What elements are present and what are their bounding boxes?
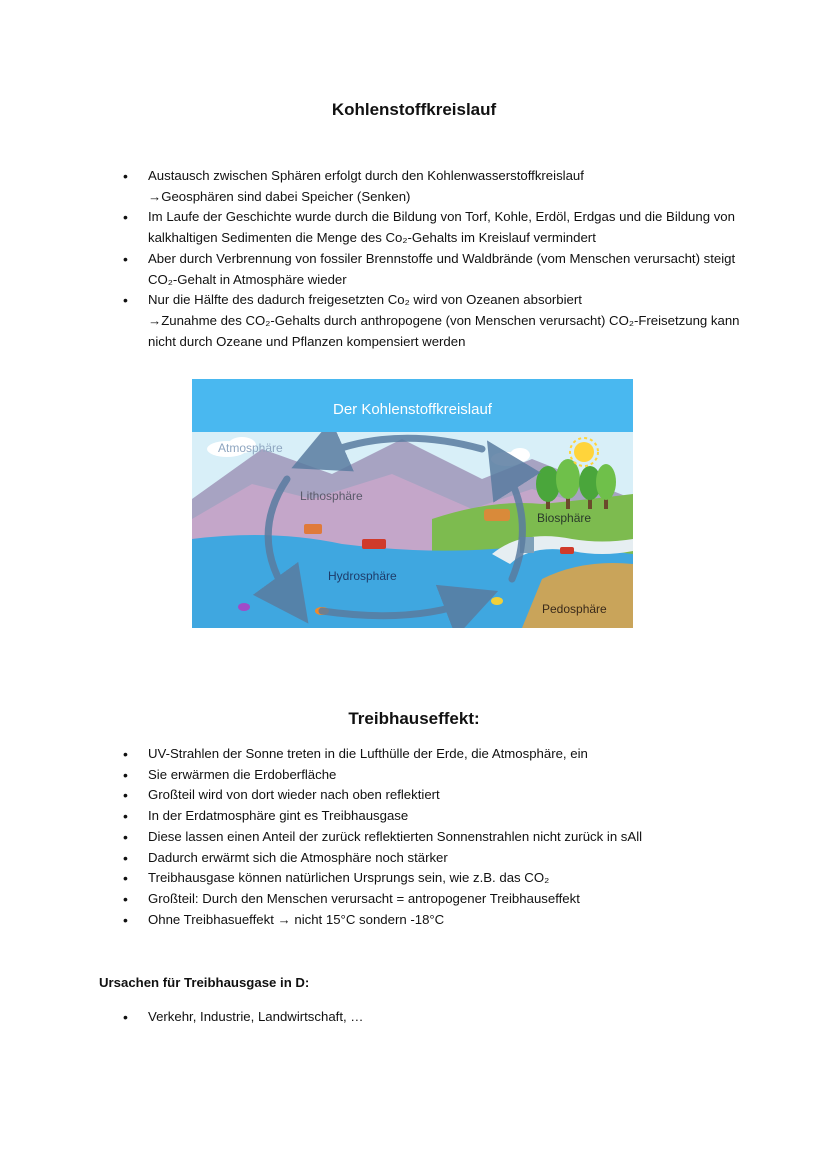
tractor-icon bbox=[362, 539, 386, 549]
list-item: • Verkehr, Industrie, Landwirtschaft, … bbox=[148, 1007, 768, 1028]
causes-heading: Ursachen für Treibhausgase in D: bbox=[99, 975, 310, 990]
label-biosphere: Biosphäre bbox=[537, 511, 592, 525]
fish-icon bbox=[491, 597, 503, 605]
list-item-subtext: →Zunahme des CO₂-Gehalts durch anthropogene (von Menschen verursacht) CO₂-Freisetzung kann nicht durch Ozeane und Pflanzen kompensiert werden bbox=[148, 312, 740, 349]
list-item: • Großteil wird von dort wieder nach oben reflektiert bbox=[148, 785, 768, 806]
fox-icon bbox=[304, 524, 322, 534]
greenhouse-list bbox=[148, 744, 768, 930]
list-item bbox=[148, 249, 768, 290]
carbon-cycle-figure bbox=[192, 379, 633, 628]
list-item bbox=[148, 166, 768, 207]
figure-title: Der Kohlenstoffkreislauf bbox=[333, 401, 492, 418]
list-item: • Sie erwärmen die Erdoberfläche bbox=[148, 765, 768, 786]
list-item: • Dadurch erwärmt sich die Atmosphäre noch stärker bbox=[148, 848, 768, 869]
list-item-text: Aber durch Verbrennung von fossiler Brennstoffe und Waldbrände (vom Menschen verursacht) steigt CO₂-Gehalt in Atmosphäre wieder bbox=[148, 250, 736, 287]
list-item: • Großteil: Durch den Menschen verursacht = antropogener Treibhauseffekt bbox=[148, 889, 768, 910]
list-item bbox=[148, 290, 768, 352]
label-lithosphere: Lithosphäre bbox=[300, 489, 363, 503]
section-title-greenhouse: Treibhauseffekt: bbox=[348, 709, 480, 728]
label-hydrosphere: Hydrosphäre bbox=[328, 569, 397, 583]
page-title: Kohlenstoffkreislauf bbox=[331, 100, 497, 119]
label-atmosphere: Atmosphäre bbox=[218, 441, 283, 455]
list-item-text: Austausch zwischen Sphären erfolgt durch den Kohlenwasserstoffkreislauf bbox=[148, 168, 584, 183]
list-item: • Ohne Treibhasueffekt → nicht 15°C sondern -18°C bbox=[148, 910, 768, 931]
car-icon bbox=[560, 547, 574, 554]
label-pedosphere: Pedosphäre bbox=[542, 602, 607, 616]
list-item: • In der Erdatmosphäre gint es Treibhausgase bbox=[148, 806, 768, 827]
list-item-text: Nur die Hälfte des dadurch freigesetzten Co₂ wird von Ozeanen absorbiert bbox=[148, 292, 582, 308]
carbon-cycle-list bbox=[148, 166, 768, 352]
list-item: • Diese lassen einen Anteil der zurück reflektierten Sonnenstrahlen nicht zurück in sAll bbox=[148, 827, 768, 848]
list-item bbox=[148, 207, 768, 248]
fish-icon bbox=[238, 603, 250, 611]
causes-list bbox=[148, 1007, 768, 1028]
list-item-subtext: →Geosphären sind dabei Speicher (Senken) bbox=[148, 188, 411, 204]
list-item: • Treibhausgase können natürlichen Ursprungs sein, wie z.B. das CO₂ bbox=[148, 868, 768, 889]
list-item-text: Im Laufe der Geschichte wurde durch die Bildung von Torf, Kohle, Erdöl, Erdgas und die Bildung von kalkhaltigen Sedimenten die Menge des Co₂-Gehalts im Kreislauf vermindert bbox=[148, 209, 735, 246]
deer-icon bbox=[484, 509, 510, 521]
list-item: • UV-Strahlen der Sonne treten in die Lufthülle der Erde, die Atmosphäre, ein bbox=[148, 744, 768, 765]
